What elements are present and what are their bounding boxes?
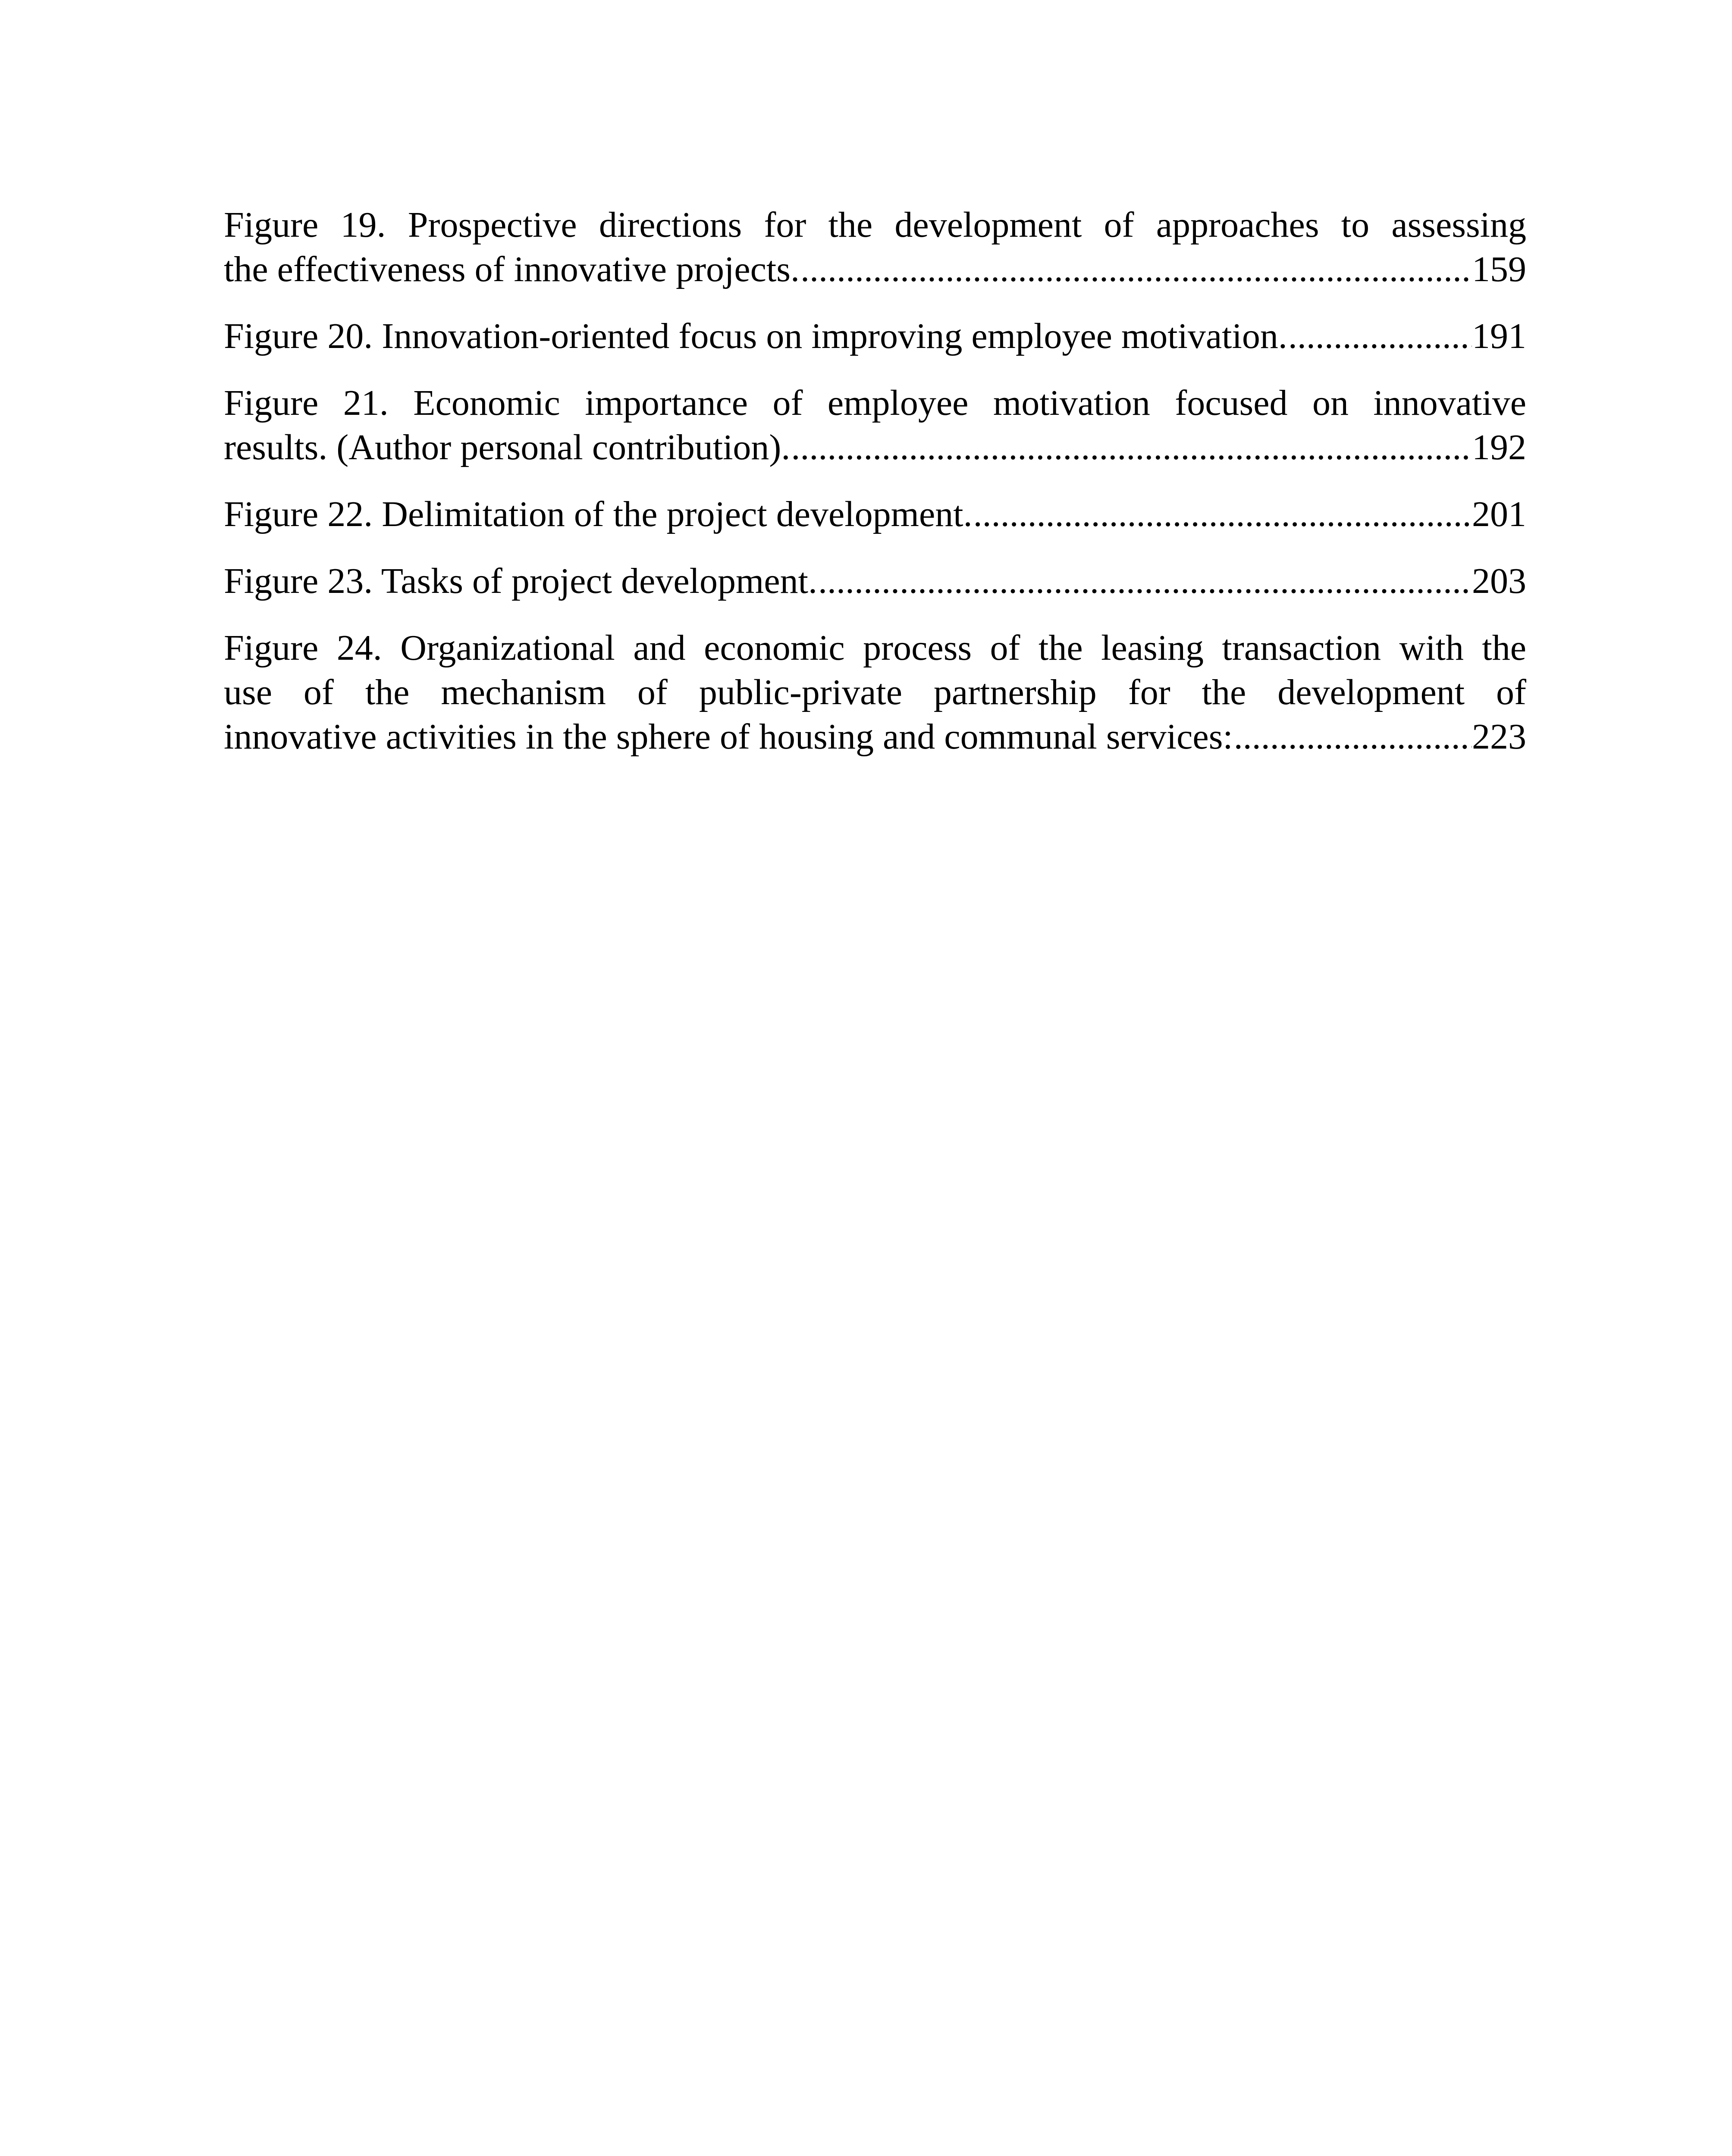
toc-entry-figure-20[interactable] [224,314,1526,358]
toc-entry-text: innovative activities in the sphere of housing and communal services: [224,717,1233,757]
dot-leader [800,247,1472,291]
dot-leader [790,425,1472,470]
toc-entry-text: Figure 23. Tasks of project development. [224,561,817,601]
toc-page-number: 192 [1472,427,1526,467]
toc-entry-text: Figure 24. Organizational and economic process of the leasing transaction with the [224,628,1526,668]
toc-entry-text: use of the mechanism of public-private partnership for the development of [224,672,1526,712]
toc-page-number: 201 [1472,494,1526,534]
toc-page-number: 191 [1472,316,1526,356]
dot-leader [1233,714,1472,759]
toc-entry-text: the effectiveness of innovative projects. [224,249,800,289]
dot-leader [1287,314,1472,358]
toc-page-number: 159 [1472,249,1526,289]
toc-entry-text: Figure 22. Delimitation of the project development. [224,494,973,534]
toc-entry-figure-19[interactable] [224,203,1526,291]
toc-entry-text: Figure 21. Economic importance of employee motivation focused on innovative [224,383,1526,423]
toc-entry-text: results. (Author personal contribution). [224,427,791,467]
dot-leader [973,492,1472,536]
toc-entry-figure-22[interactable] [224,492,1526,536]
toc-entry-figure-23[interactable] [224,559,1526,603]
toc-entry-figure-21[interactable] [224,381,1526,470]
toc-page-number: 223 [1472,717,1526,757]
toc-entry-figure-24[interactable] [224,626,1526,759]
list-of-figures [224,203,1526,781]
toc-page-number: 203 [1472,561,1526,601]
toc-entry-text: Figure 19. Prospective directions for the development of approaches to assessing [224,205,1526,245]
toc-entry-text: Figure 20. Innovation-oriented focus on improving employee motivation. [224,316,1287,356]
dot-leader [817,559,1472,603]
